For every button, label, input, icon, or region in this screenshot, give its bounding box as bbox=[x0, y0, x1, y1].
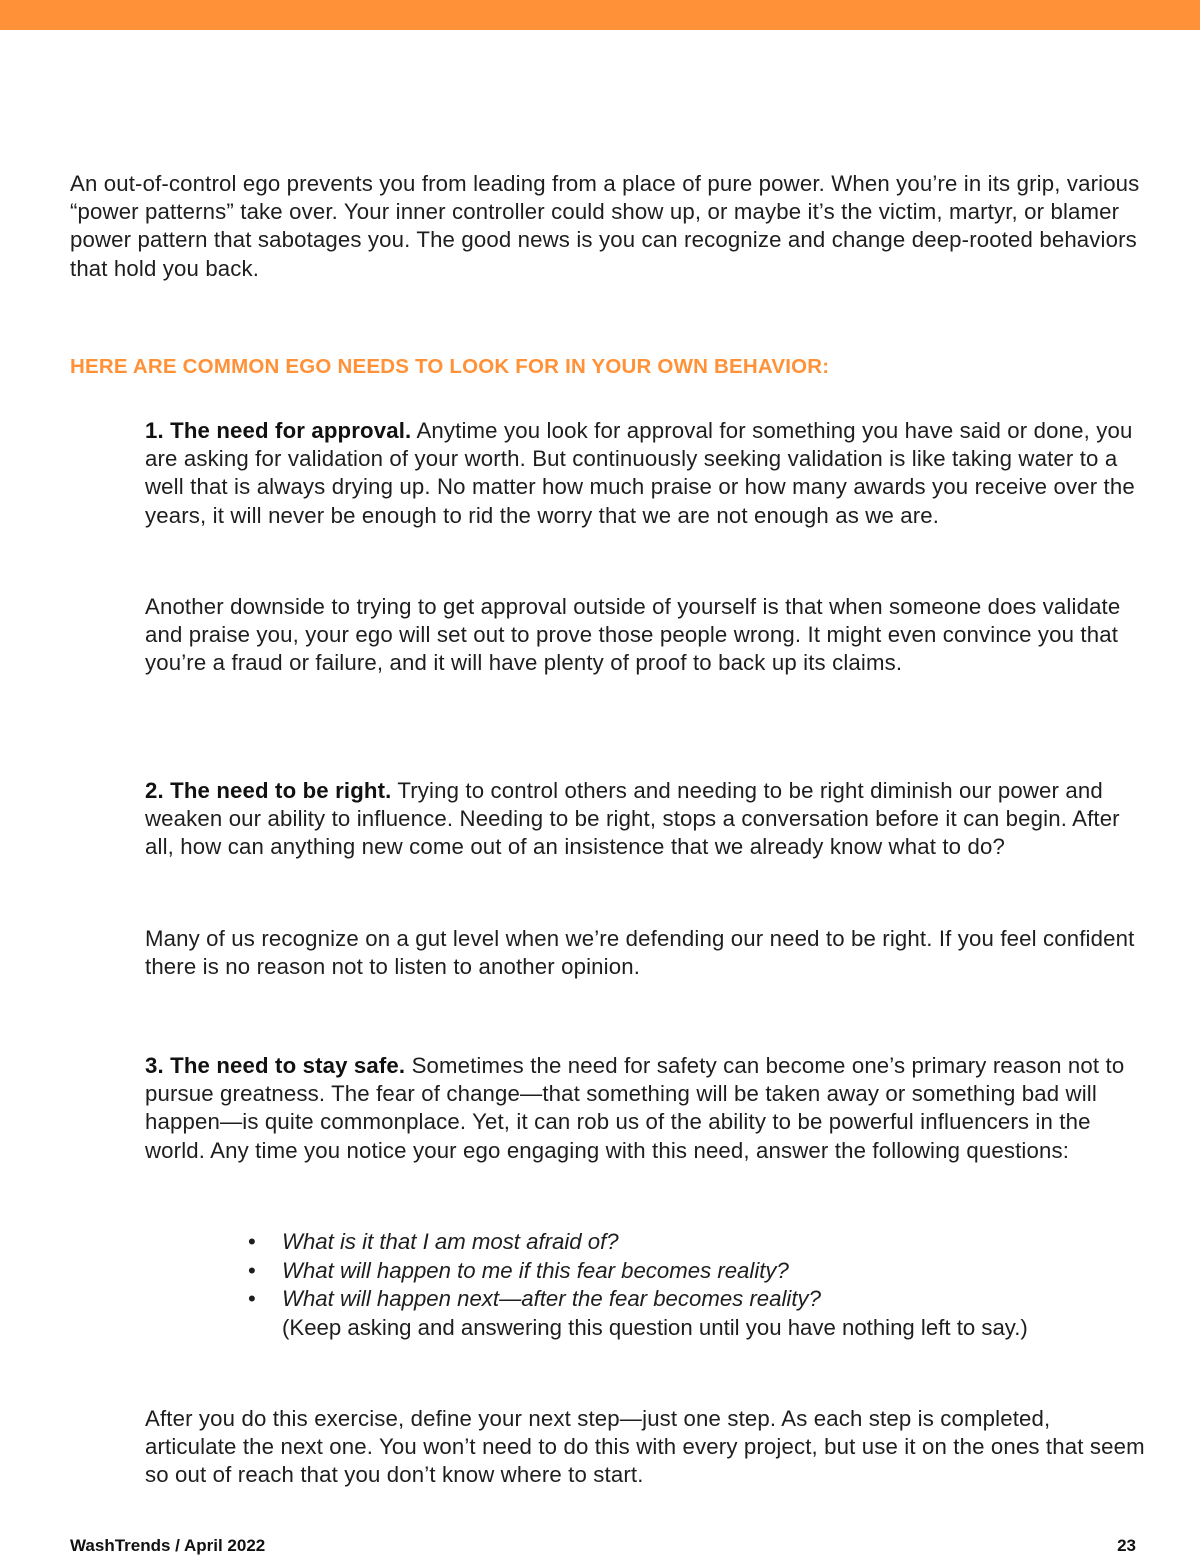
closing-paragraph: After you do this exercise, define your next step—just one step. As each step is completed, articulate the next one. You won’t need to do this with every project, but use it on the ones that seem so out of reach that you don’t know where to start. bbox=[145, 1406, 1145, 1488]
need-right-text: Trying to control others and needing to be right diminish our power and weaken our ability to influence. Needing to be right, stops a conversation before it can begin. After all, how can anything new come out of an insistence that we already know what to do? bbox=[145, 778, 1120, 860]
question-list bbox=[248, 1228, 1128, 1342]
question-text: What is it that I am most afraid of? bbox=[282, 1229, 619, 1254]
list-item bbox=[248, 1228, 1128, 1257]
bullet-dot: • bbox=[248, 1229, 256, 1254]
need-safe-title: 3. The need to stay safe. bbox=[145, 1053, 406, 1078]
list-item bbox=[248, 1257, 1128, 1286]
need-approval-text: Anytime you look for approval for something you have said or done, you are asking for validation of your worth. But continuously seeking validation is like taking water to a well that is always drying up. No matter how much praise or how many awards you receive over the years, it will never be enough to rid the worry that we are not enough as we are. bbox=[145, 418, 1135, 528]
need-right-title: 2. The need to be right. bbox=[145, 778, 392, 803]
need-approval-followup: Another downside to trying to get approval outside of yourself is that when someone does validate and praise you, your ego will set out to prove those people wrong. It might even convince you that you’re a fraud or failure, and it will have plenty of proof to back up its claims. bbox=[145, 594, 1121, 676]
need-safe-paragraph bbox=[145, 1052, 1145, 1165]
footer-page-number: 23 bbox=[1117, 1536, 1136, 1555]
need-approval-title: 1. The need for approval. bbox=[145, 418, 412, 443]
need-approval-paragraph bbox=[145, 417, 1145, 530]
question-note: (Keep asking and answering this question until you have nothing left to say.) bbox=[282, 1314, 1028, 1340]
footer-publication: WashTrends / April 2022 bbox=[70, 1536, 266, 1555]
bullet-dot: • bbox=[248, 1257, 256, 1283]
question-text: What will happen next—after the fear becomes reality? bbox=[282, 1286, 821, 1311]
top-accent-bar bbox=[0, 0, 1200, 30]
intro-paragraph: An out-of-control ego prevents you from leading from a place of pure power. When you’re in its grip, various “power patterns” take over. Your inner controller could show up, or maybe it’s the victim, martyr, or blamer power pattern that sabotages you. The good news is you can recognize and change deep-rooted behaviors that hold you back. bbox=[70, 171, 1140, 281]
need-safe-text: Sometimes the need for safety can become one’s primary reason not to pursue greatness. The fear of change—that something will be taken away or something bad will happen—is quite commonplace. Yet, it can rob us of the ability to be powerful influencers in the world. Any time you notice your ego engaging with this need, answer the following questions: bbox=[145, 1053, 1125, 1163]
list-item bbox=[248, 1285, 1128, 1314]
need-right-followup: Many of us recognize on a gut level when we’re defending our need to be right. If you feel confident there is no reason not to listen to another opinion. bbox=[145, 926, 1135, 980]
section-heading: HERE ARE COMMON EGO NEEDS TO LOOK FOR IN YOUR OWN BEHAVIOR: bbox=[70, 355, 830, 378]
need-right-paragraph bbox=[145, 777, 1145, 862]
question-text: What will happen to me if this fear becomes reality? bbox=[282, 1257, 789, 1283]
bullet-dot: • bbox=[248, 1286, 256, 1311]
